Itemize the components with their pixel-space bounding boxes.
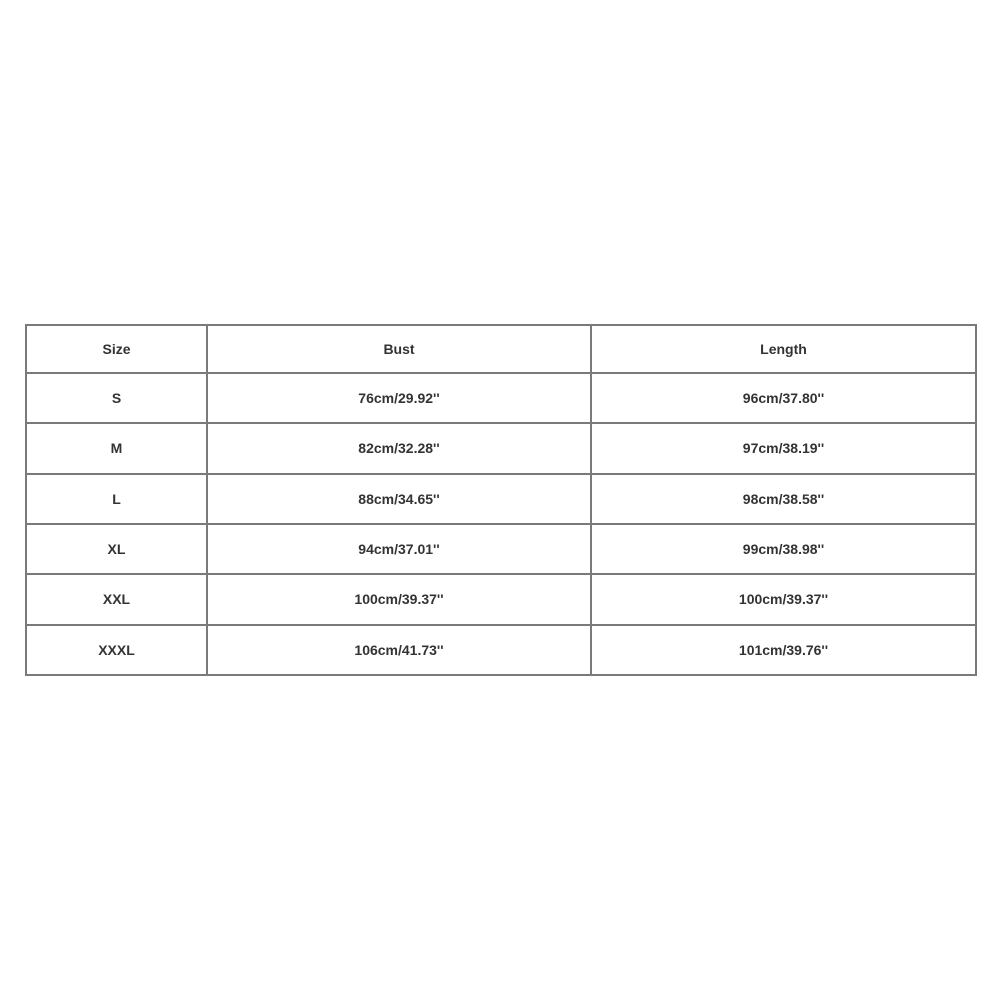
- cell-size: M: [26, 423, 207, 473]
- cell-length: 96cm/37.80'': [591, 373, 976, 423]
- cell-size: S: [26, 373, 207, 423]
- cell-size: XL: [26, 524, 207, 574]
- cell-bust: 94cm/37.01'': [207, 524, 591, 574]
- cell-bust: 106cm/41.73'': [207, 625, 591, 675]
- table-row: [26, 524, 976, 574]
- table-row: [26, 474, 976, 524]
- cell-bust: 76cm/29.92'': [207, 373, 591, 423]
- header-bust: Bust: [207, 325, 591, 373]
- header-size: Size: [26, 325, 207, 373]
- header-length: Length: [591, 325, 976, 373]
- cell-size: XXL: [26, 574, 207, 624]
- cell-length: 100cm/39.37'': [591, 574, 976, 624]
- cell-length: 99cm/38.98'': [591, 524, 976, 574]
- table-header-row: [26, 325, 976, 373]
- cell-size: XXXL: [26, 625, 207, 675]
- table-row: [26, 423, 976, 473]
- cell-bust: 88cm/34.65'': [207, 474, 591, 524]
- cell-length: 97cm/38.19'': [591, 423, 976, 473]
- cell-length: 98cm/38.58'': [591, 474, 976, 524]
- table-row: [26, 625, 976, 675]
- table-row: [26, 574, 976, 624]
- cell-size: L: [26, 474, 207, 524]
- table-row: [26, 373, 976, 423]
- cell-bust: 82cm/32.28'': [207, 423, 591, 473]
- size-chart-table: [25, 324, 977, 676]
- cell-length: 101cm/39.76'': [591, 625, 976, 675]
- cell-bust: 100cm/39.37'': [207, 574, 591, 624]
